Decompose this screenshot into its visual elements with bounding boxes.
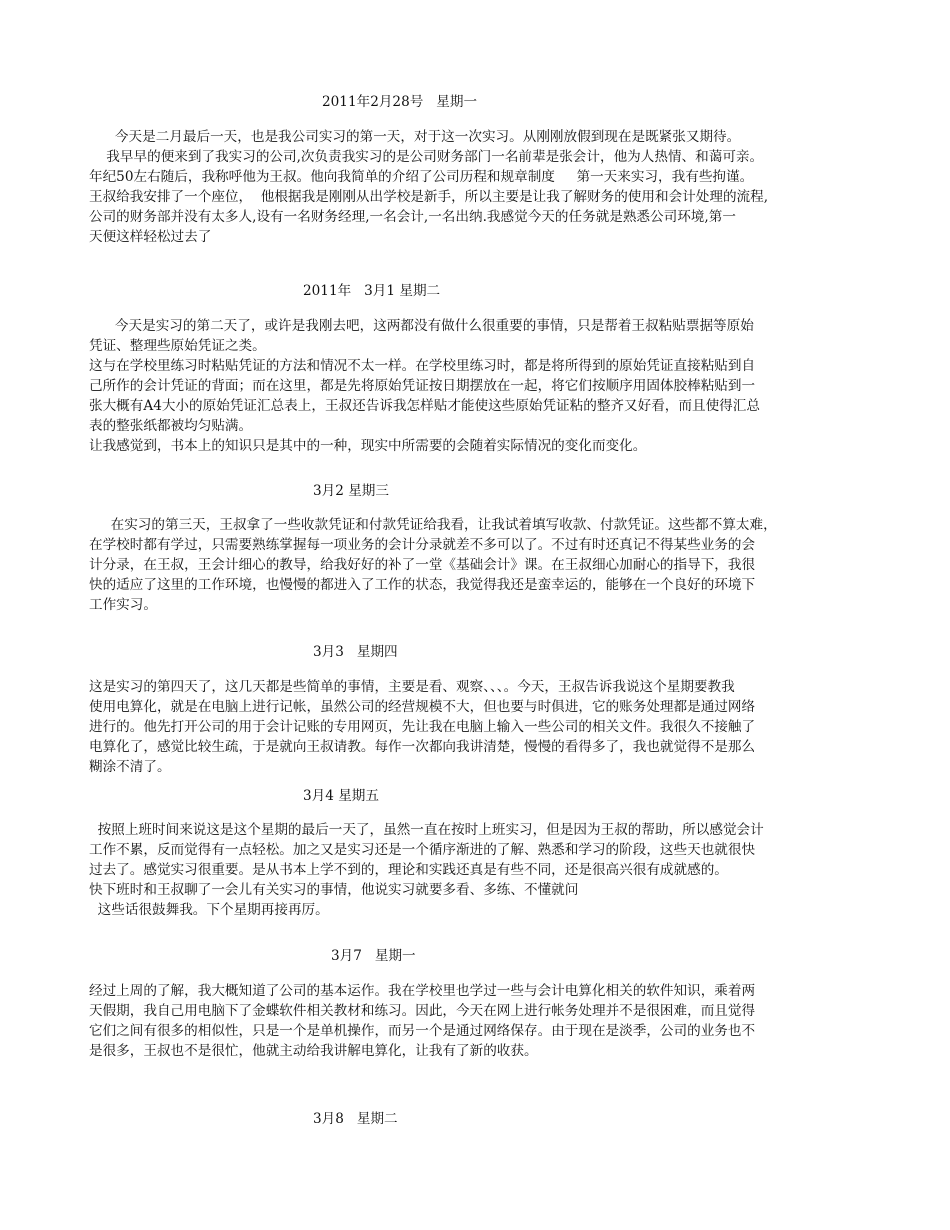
body-line: 使用电算化，就是在电脑上进行记帐，虽然公司的经营规模不大，但也要与时俱进，它的账务处理都是通过网络	[89, 699, 756, 715]
body-line: 经过上周的了解，我大概知道了公司的基本运作。我在学校里也学过一些与会计电算化相关的软件知识，乘着两	[89, 983, 756, 999]
entry-body	[89, 981, 859, 1061]
body-line: 工作不累，反而觉得有一点轻松。加之又是实习还是一个循序渐进的了解、熟悉和学习的阶段，这些天也就很快	[89, 842, 756, 858]
body-line: 这与在学校里练习时粘贴凭证的方法和情况不太一样。在学校里练习时，都是将所得到的原始凭证直接粘贴到自	[89, 358, 756, 374]
body-line: 按照上班时间来说这是这个星期的最后一天了，虽然一直在按时上班实习，但是因为王叔的帮助，所以感觉会计	[89, 822, 764, 838]
body-line: 今天是二月最后一天，也是我公司实习的第一天，对于这一次实习。从刚刚放假到现在是既紧张又期待。	[89, 129, 741, 145]
body-line: 我早早的便来到了我实习的公司,次负责我实习的是公司财务部门一名前辈是张会计，他为人热情、和蔼可亲。	[89, 149, 764, 165]
body-line: 糊涂不清了。	[89, 759, 171, 775]
body-line: 天便这样轻松过去了	[89, 229, 212, 245]
body-line: 在实习的第三天，王叔拿了一些收款凭证和付款凭证给我看，让我试着填写收款、付款凭证。这些都不算太难，	[89, 517, 777, 533]
entry-heading: 3月2 星期三	[313, 483, 389, 499]
body-line: 工作实习。	[89, 597, 157, 613]
body-line: 凭证、整理些原始凭证之类。	[89, 338, 266, 354]
body-line: 这些话很鼓舞我。下个星期再接再厉。	[89, 902, 329, 918]
entry-body	[89, 316, 859, 456]
body-line: 天假期，我自己用电脑下了金蝶软件相关教材和练习。因此，今天在网上进行帐务处理并不是很困难，而且觉得	[89, 1003, 756, 1019]
body-line: 电算化了，感觉比较生疏，于是就向王叔请教。每作一次都向我讲清楚，慢慢的看得多了，我也就觉得不是那么	[89, 739, 756, 755]
entry-body	[89, 127, 859, 247]
body-line: 进行的。他先打开公司的用于会计记账的专用网页，先让我在电脑上输入一些公司的相关文件。我很久不接触了	[89, 719, 756, 735]
entry-heading: 3月4 星期五	[303, 788, 379, 804]
entry-body	[89, 677, 859, 777]
body-line: 张大概有A4大小的原始凭证汇总表上，王叔还告诉我怎样贴才能使这些原始凭证粘的整齐又好看，而且使得汇总	[89, 398, 760, 414]
body-line: 计分录，在王叔，王会计细心的教导，给我好好的补了一堂《基础会计》课。在王叔细心加耐心的指导下，我很	[89, 557, 756, 573]
body-line: 今天是实习的第二天了，或许是我刚去吧，这两都没有做什么很重要的事情，只是帮着王叔粘贴票据等原始	[89, 318, 754, 334]
entry-heading: 2011年2月28号 星期一	[322, 94, 478, 110]
body-line: 己所作的会计凭证的背面；而在这里，都是先将原始凭证按日期摆放在一起，将它们按顺序用固体胶棒粘贴到一	[89, 378, 756, 394]
entry-heading: 3月7 星期一	[331, 948, 416, 964]
entry-heading: 3月8 星期二	[313, 1111, 398, 1127]
body-line: 这是实习的第四天了，这几天都是些简单的事情，主要是看、观察、、、。今天，王叔告诉我说这个星期要教我	[89, 679, 735, 695]
body-line: 快的适应了这里的工作环境，也慢慢的都进入了工作的状态，我觉得我还是蛮幸运的，能够在一个良好的环境下	[89, 577, 756, 593]
body-line: 表的整张纸都被均匀贴满。	[89, 418, 253, 434]
body-line: 它们之间有很多的相似性，只是一个是单机操作，而另一个是通过网络保存。由于现在是淡季，公司的业务也不	[89, 1023, 756, 1039]
entry-body	[89, 820, 859, 920]
entry-heading: 3月3 星期四	[313, 644, 398, 660]
entry-heading: 2011年 3月1 星期二	[303, 283, 441, 299]
entry-body	[89, 515, 859, 615]
body-line: 是很多，王叔也不是很忙，他就主动给我讲解电算化，让我有了新的收获。	[89, 1043, 538, 1059]
body-line: 年纪50左右随后，我称呼他为王叔。他向我简单的介绍了公司历程和规章制度 第一天来实习，我有些拘谨。	[89, 169, 754, 185]
body-line: 过去了。感觉实习很重要。是从书本上学不到的，理论和实践还真是有些不同，还是很高兴很有成就感的。	[89, 862, 728, 878]
body-line: 快下班时和王叔聊了一会儿有关实习的事情，他说实习就要多看、多练、不懂就问	[89, 882, 579, 898]
body-line: 公司的财务部并没有太多人,设有一名财务经理,一名会计,一名出纳.我感觉今天的任务就是熟悉公司环境,第一	[89, 209, 736, 225]
body-line: 在学校时都有学过，只需要熟练掌握每一项业务的会计分录就差不多可以了。不过有时还真记不得某些业务的会	[89, 537, 756, 553]
body-line: 让我感觉到，书本上的知识只是其中的一种，现实中所需要的会随着实际情况的变化而变化。	[89, 438, 647, 454]
body-line: 王叔给我安排了一个座位， 他根据我是刚刚从出学校是新手，所以主要是让我了解财务的使用和会计处理的流程,	[89, 189, 769, 205]
